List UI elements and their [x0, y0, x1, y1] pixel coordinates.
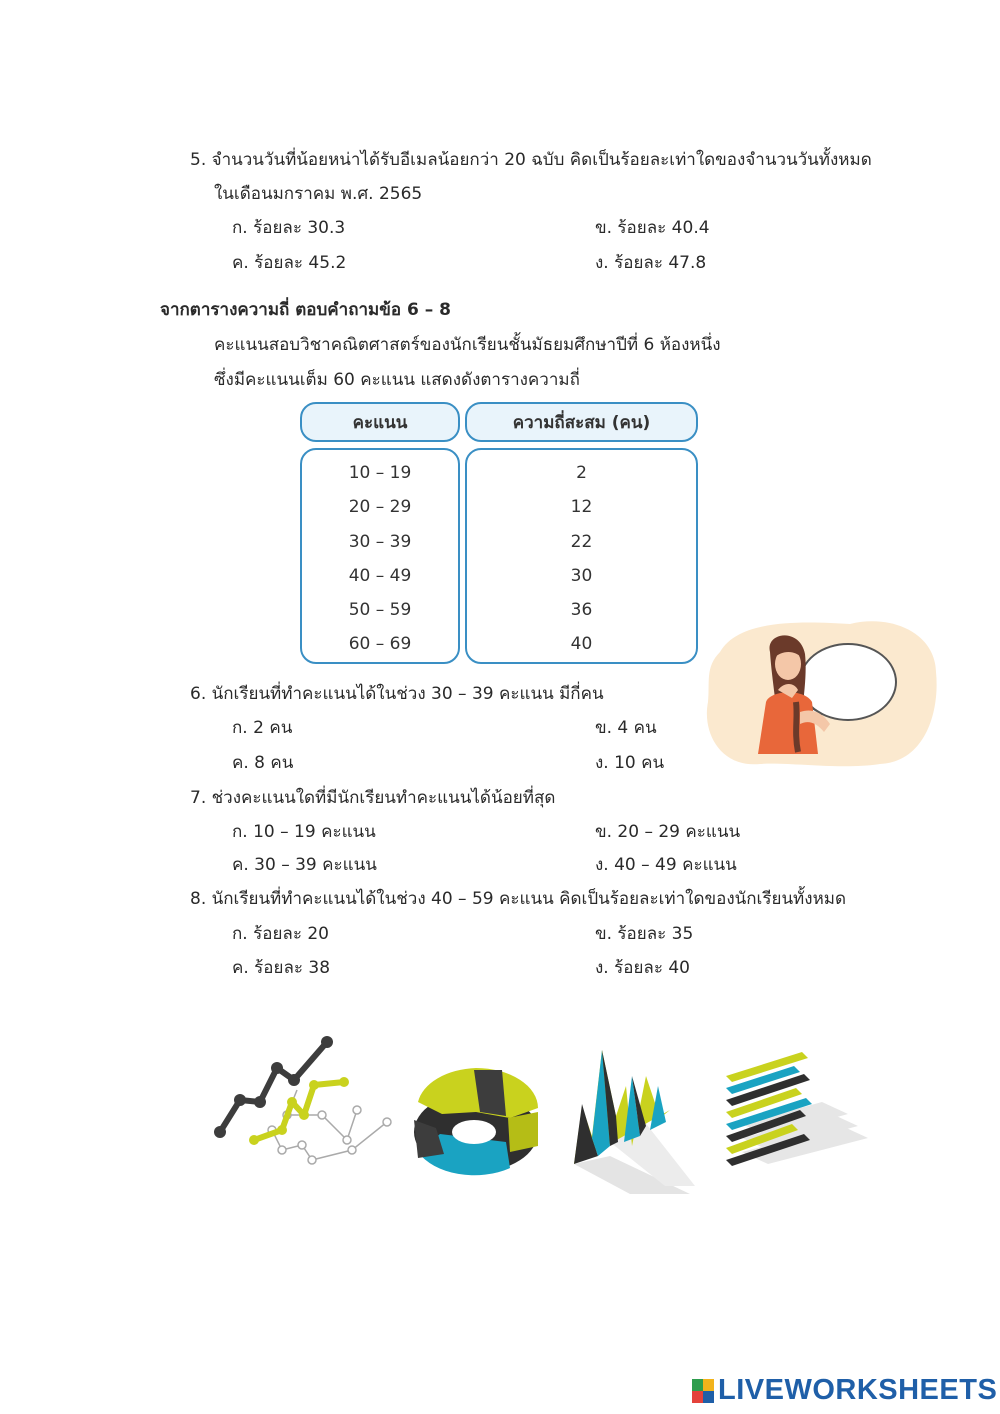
- section-intro-line1: คะแนนสอบวิชาคณิตศาสตร์ของนักเรียนชั้นมัธยมศึกษาปีที่ 6 ห้องหนึ่ง: [214, 335, 721, 355]
- liveworksheets-logo: [692, 1374, 997, 1407]
- logo-mark-icon: [692, 1379, 714, 1403]
- table-cell: 2: [576, 463, 587, 483]
- bar-chart-illustration: [722, 1044, 870, 1184]
- q5-text-line2: ในเดือนมกราคม พ.ศ. 2565: [214, 184, 423, 204]
- q5-option-b[interactable]: ข. ร้อยละ 40.4: [595, 218, 710, 238]
- logo-text: LIVEWORKSHEETS: [718, 1374, 998, 1406]
- table-cell: 22: [570, 532, 593, 552]
- table-score-column: [300, 448, 460, 664]
- q8-option-c[interactable]: ค. ร้อยละ 38: [232, 958, 331, 978]
- q5-option-a[interactable]: ก. ร้อยละ 30.3: [232, 218, 346, 238]
- table-header-score: คะแนน: [300, 402, 460, 442]
- table-cell: 10 – 19: [348, 463, 412, 483]
- donut-chart-illustration: [410, 1062, 542, 1182]
- area-chart-illustration: [570, 1046, 696, 1196]
- q8-option-d[interactable]: ง. ร้อยละ 40: [595, 958, 690, 978]
- section-intro-line2: ซึ่งมีคะแนนเต็ม 60 คะแนน แสดงดังตารางความถี่: [214, 370, 580, 390]
- q6-option-b[interactable]: ข. 4 คน: [595, 718, 657, 738]
- q7-option-b[interactable]: ข. 20 – 29 คะแนน: [595, 822, 741, 842]
- q5-text: 5. จำนวนวันที่น้อยหน่าได้รับอีเมลน้อยกว่า 20 ฉบับ คิดเป็นร้อยละเท่าใดของจำนวนวันทั้งหมด: [190, 150, 872, 170]
- q7-text: 7. ช่วงคะแนนใดที่มีนักเรียนทำคะแนนได้น้อยที่สุด: [190, 788, 556, 808]
- q6-option-c[interactable]: ค. 8 คน: [232, 753, 294, 773]
- q7-option-c[interactable]: ค. 30 – 39 คะแนน: [232, 855, 377, 875]
- table-cell: 30 – 39: [348, 532, 412, 552]
- table-cell: 36: [570, 600, 593, 620]
- table-cumfreq-column: [465, 448, 698, 664]
- q5-option-d[interactable]: ง. ร้อยละ 47.8: [595, 253, 707, 273]
- section-heading: จากตารางความถี่ ตอบคำถามข้อ 6 – 8: [160, 300, 451, 320]
- line-chart-illustration: [212, 1030, 402, 1180]
- table-cell: 60 – 69: [348, 634, 412, 654]
- q8-option-a[interactable]: ก. ร้อยละ 20: [232, 924, 329, 944]
- table-cell: 30: [570, 566, 593, 586]
- q6-text: 6. นักเรียนที่ทำคะแนนได้ในช่วง 30 – 39 คะแนน มีกี่คน: [190, 684, 604, 704]
- q8-option-b[interactable]: ข. ร้อยละ 35: [595, 924, 694, 944]
- q7-option-a[interactable]: ก. 10 – 19 คะแนน: [232, 822, 376, 842]
- table-cell: 40 – 49: [348, 566, 412, 586]
- table-cell: 40: [570, 634, 593, 654]
- q6-option-a[interactable]: ก. 2 คน: [232, 718, 293, 738]
- table-cell: 20 – 29: [348, 497, 412, 517]
- table-cell: 12: [570, 497, 593, 517]
- q8-text: 8. นักเรียนที่ทำคะแนนได้ในช่วง 40 – 59 คะแนน คิดเป็นร้อยละเท่าใดของนักเรียนทั้งหมด: [190, 889, 847, 909]
- q5-option-c[interactable]: ค. ร้อยละ 45.2: [232, 253, 347, 273]
- table-header-cumfreq: ความถี่สะสม (คน): [465, 402, 698, 442]
- table-cell: 50 – 59: [348, 600, 412, 620]
- girl-speech-bubble-illustration: [700, 612, 940, 772]
- q6-option-d[interactable]: ง. 10 คน: [595, 753, 665, 773]
- q7-option-d[interactable]: ง. 40 – 49 คะแนน: [595, 855, 737, 875]
